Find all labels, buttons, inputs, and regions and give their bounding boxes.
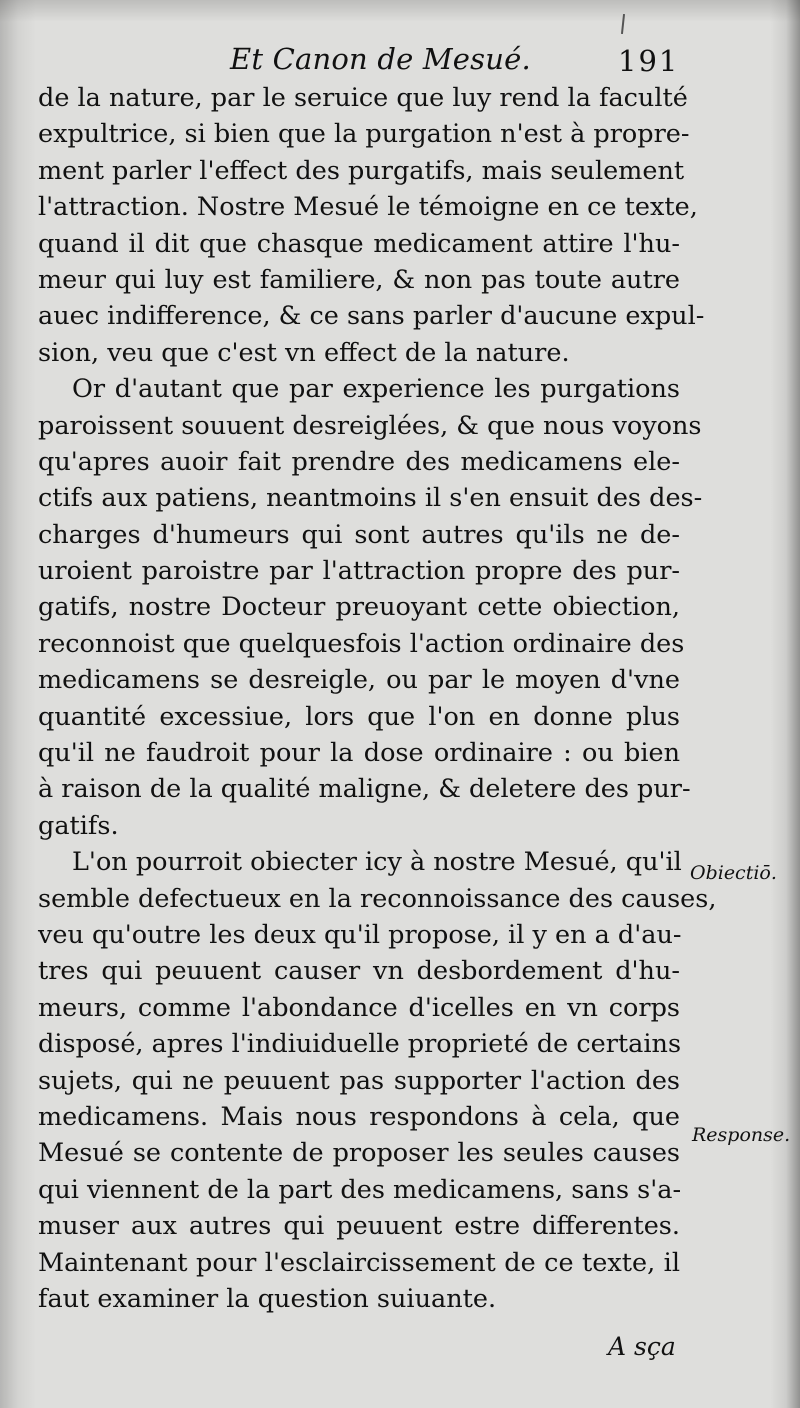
text-line: qu'il ne faudroit pour la dose ordinaire : ou bien xyxy=(38,738,680,769)
text-line: ctifs aux patiens, neantmoins il s'en ensuit des des- xyxy=(38,483,703,514)
text-line: à raison de la qualité maligne, & deletere des pur- xyxy=(38,774,691,805)
text-line: Mesué se contente de proposer les seules causes xyxy=(38,1138,680,1169)
body-text xyxy=(38,80,717,1317)
catchword: A sça xyxy=(608,1332,676,1361)
text-line: de la nature, par le seruice que luy rend la faculté xyxy=(38,83,688,113)
text-line: meur qui luy est familiere, & non pas toute autre xyxy=(38,264,680,295)
text-line: semble defectueux en la reconnoissance des causes, xyxy=(38,883,717,914)
text-line: veu qu'outre les deux qu'il propose, il y en a d'au- xyxy=(38,919,682,950)
text-line: sion, veu que c'est vn effect de la nature. xyxy=(38,337,570,368)
text-line: qu'apres auoir fait prendre des medicamens ele- xyxy=(38,446,680,477)
text-line: uroient paroistre par l'attraction propre des pur- xyxy=(38,556,680,587)
text-line: paroissent souuent desreiglées, & que nous voyons xyxy=(38,410,702,441)
running-head-title: Et Canon de Mesué. xyxy=(230,42,531,76)
text-line: L'on pourroit obiecter icy à nostre Mesué, qu'il xyxy=(72,847,682,878)
text-line: l'attraction. Nostre Mesué le témoigne en ce texte, xyxy=(38,192,698,223)
text-line: gatifs. xyxy=(38,810,119,841)
text-line: qui viennent de la part des medicamens, sans s'a- xyxy=(38,1174,682,1205)
marginal-note-objection: Obiectiō. xyxy=(690,862,777,884)
ink-mark xyxy=(621,14,625,34)
marginal-note-response: Response. xyxy=(692,1124,791,1146)
text-line: disposé, apres l'indiuiduelle proprieté de certains xyxy=(38,1029,682,1060)
text-line: Maintenant pour l'esclaircissement de ce texte, il xyxy=(38,1247,680,1278)
text-line: gatifs, nostre Docteur preuoyant cette obiection, xyxy=(38,592,680,623)
text-line: quand il dit que chasque medicament attire l'hu- xyxy=(38,228,680,259)
text-line: muser aux autres qui peuuent estre differentes. xyxy=(38,1211,680,1242)
text-line: auec indifference, & ce sans parler d'aucune expul- xyxy=(38,301,705,332)
text-line: medicamens se desreigle, ou par le moyen d'vne xyxy=(38,665,680,696)
text-line: medicamens. Mais nous respondons à cela, que xyxy=(38,1101,680,1132)
text-line: sujets, qui ne peuuent pas supporter l'action des xyxy=(38,1065,680,1096)
page-number: 191 xyxy=(618,44,680,78)
text-line: quantité excessiue, lors que l'on en donne plus xyxy=(38,701,680,732)
text-line: expultrice, si bien que la purgation n'est à propre- xyxy=(38,119,690,150)
text-line: charges d'humeurs qui sont autres qu'ils ne de- xyxy=(38,519,680,550)
text-line: ment parler l'effect des purgatifs, mais seulement xyxy=(38,155,685,186)
text-line: Or d'autant que par experience les purgations xyxy=(72,374,680,405)
text-line: tres qui peuuent causer vn desbordement d'hu- xyxy=(38,956,680,987)
text-line: faut examiner la question suiuante. xyxy=(38,1283,497,1314)
text-line: meurs, comme l'abondance d'icelles en vn corps xyxy=(38,992,680,1023)
text-line: reconnoist que quelquesfois l'action ordinaire des xyxy=(38,628,685,659)
